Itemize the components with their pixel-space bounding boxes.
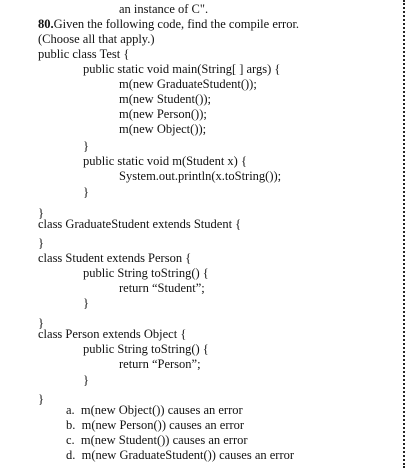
code-line: }	[83, 139, 89, 153]
code-line: }	[38, 206, 44, 220]
code-line: }	[38, 392, 44, 406]
previous-question-tail: an instance of C".	[119, 2, 209, 16]
code-line: m(new Object());	[119, 122, 207, 136]
code-line: public static void m(Student x) {	[83, 154, 247, 168]
code-line: return “Person”;	[119, 357, 201, 371]
code-line: public class Test {	[38, 47, 130, 61]
question-80-prompt	[38, 17, 299, 32]
code-line: System.out.println(x.toString());	[119, 169, 282, 183]
code-line: class GraduateStudent extends Student {	[38, 217, 242, 231]
question-text: Given the following code, find the compile error.	[53, 17, 300, 31]
code-line: }	[83, 185, 89, 199]
code-line: public String toString() {	[83, 266, 209, 280]
code-line: public String toString() {	[83, 342, 209, 356]
code-line: class Student extends Person {	[38, 251, 192, 265]
answer-option-c: c. m(new Student()) causes an error	[66, 433, 248, 447]
code-line: }	[38, 316, 44, 330]
code-line: public static void main(String[ ] args) {	[83, 62, 281, 76]
code-line: }	[38, 236, 44, 250]
code-line: class Person extends Object {	[38, 327, 187, 341]
code-line: }	[83, 296, 89, 310]
code-line: return “Student”;	[119, 281, 205, 295]
code-line: m(new Person());	[119, 107, 207, 121]
question-instruction: (Choose all that apply.)	[38, 32, 155, 46]
answer-option-b: b. m(new Person()) causes an error	[66, 418, 245, 432]
code-line: }	[83, 373, 89, 387]
code-line: m(new Student());	[119, 92, 211, 106]
answer-option-d: d. m(new GraduateStudent()) causes an error	[66, 448, 295, 462]
code-line: m(new GraduateStudent());	[119, 77, 257, 91]
question-number: 80.	[38, 17, 54, 31]
page-edge-dotted-rule	[403, 0, 405, 468]
answer-option-a: a. m(new Object()) causes an error	[66, 403, 243, 417]
